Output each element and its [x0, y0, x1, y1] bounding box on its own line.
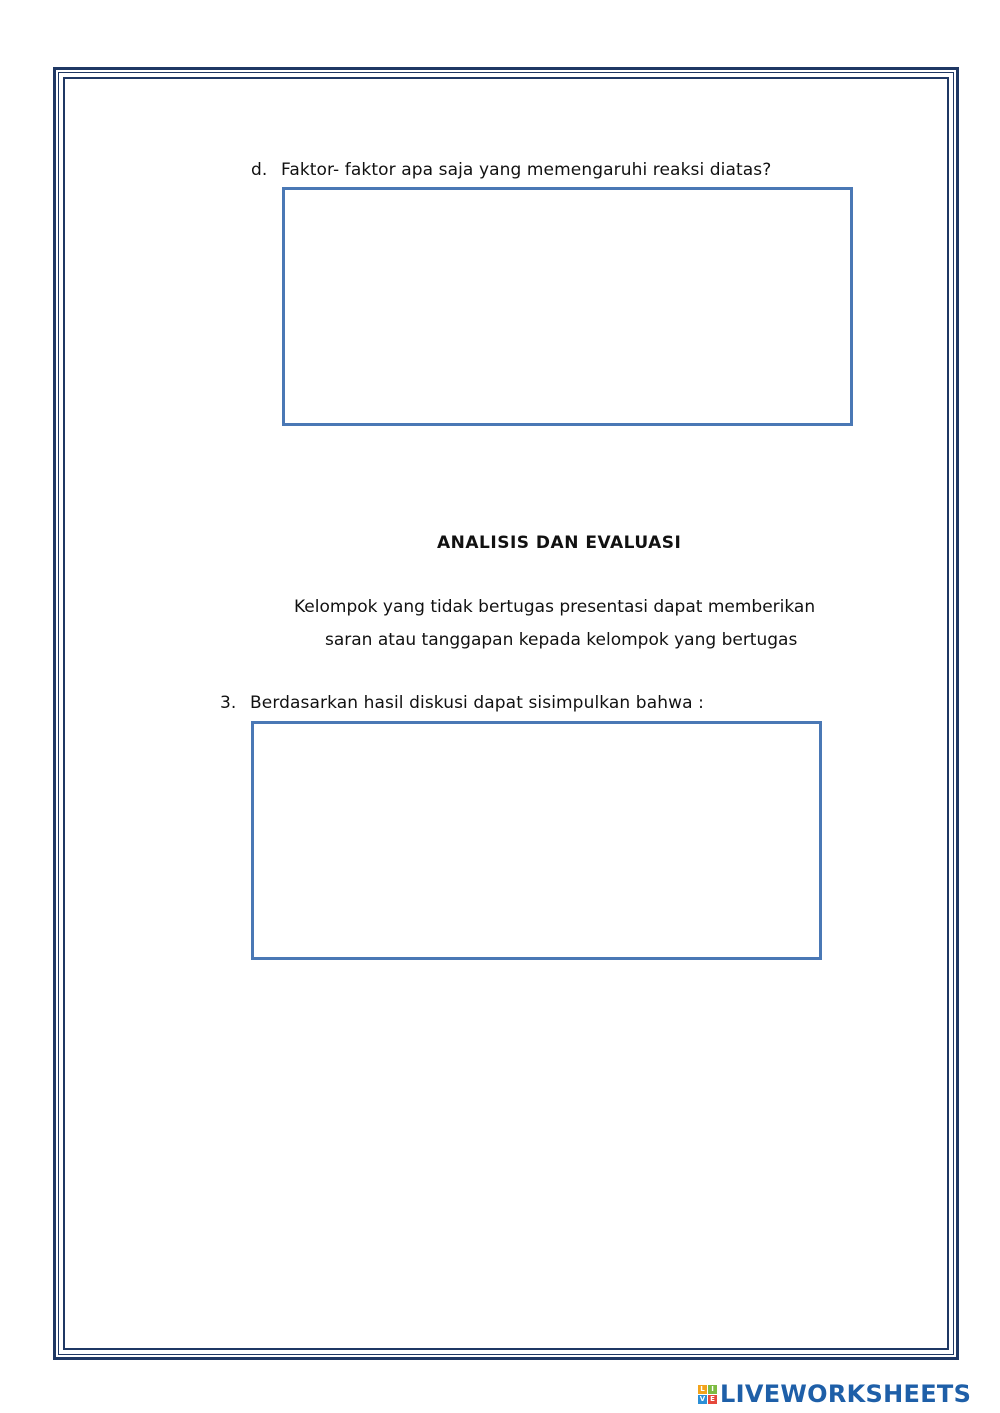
- logo-mark-letter: L: [698, 1385, 707, 1394]
- section-description-line-2: saran atau tanggapan kepada kelompok yang bertugas: [325, 630, 798, 650]
- question-3-text: Berdasarkan hasil diskusi dapat sisimpulkan bahwa :: [250, 693, 704, 713]
- question-d-text: Faktor- faktor apa saja yang memengaruhi reaksi diatas?: [281, 160, 772, 180]
- answer-box-d[interactable]: [282, 187, 853, 426]
- section-description-line-1: Kelompok yang tidak bertugas presentasi dapat memberikan: [294, 597, 816, 617]
- question-d: [251, 159, 771, 181]
- liveworksheets-logo-text: LIVEWORKSHEETS: [720, 1380, 972, 1408]
- section-heading: ANALISIS DAN EVALUASI: [437, 533, 682, 553]
- liveworksheets-logo: [698, 1380, 971, 1408]
- question-3: [220, 692, 704, 714]
- liveworksheets-logo-icon: [698, 1385, 717, 1404]
- logo-mark-letter: V: [699, 1394, 706, 1403]
- question-d-marker: d.: [251, 160, 268, 180]
- answer-box-3[interactable]: [251, 721, 822, 960]
- question-3-marker: 3.: [220, 693, 237, 713]
- logo-mark-letter: E: [708, 1395, 717, 1404]
- logo-mark-letter: I: [708, 1385, 717, 1394]
